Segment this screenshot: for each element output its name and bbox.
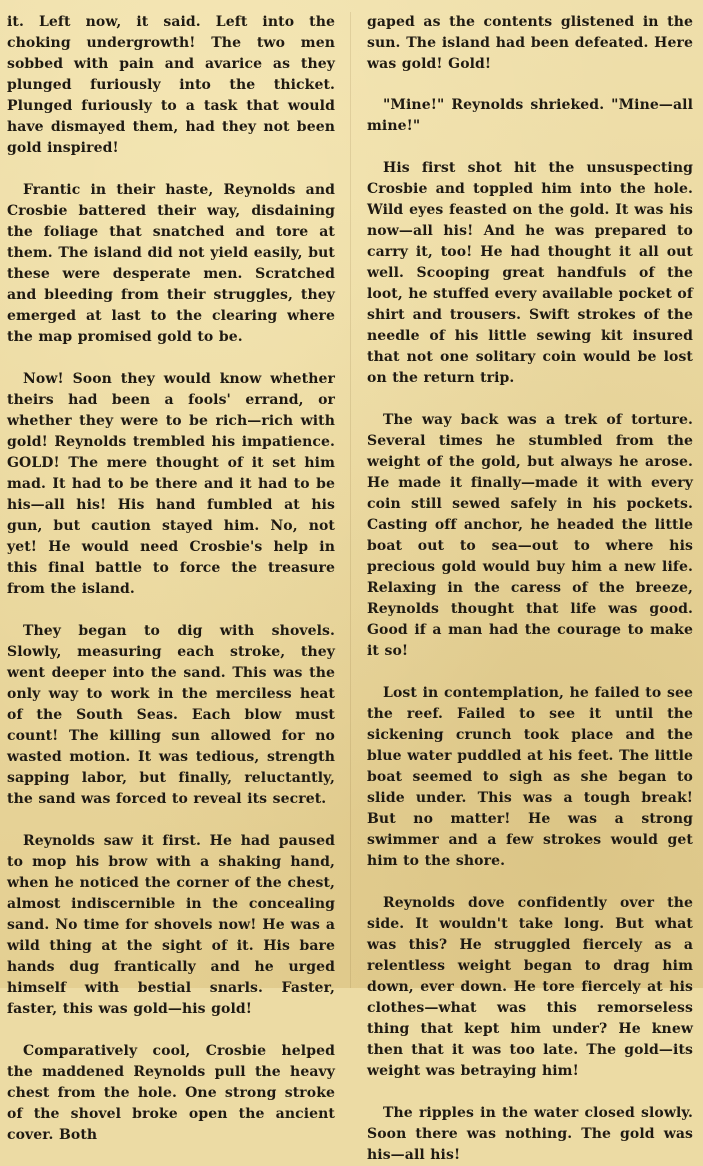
paragraph: His first shot hit the unsuspecting Crosbie and toppled him into the hole. Wild eyes feasted on the gold. It was his now—all his! And he was prepared to carry it, too! He had thought it all out well. Scooping great handfuls of the loot, he stuffed every available pocket of shirt and trousers. Swift strokes of the needle of his little sewing kit insured that not one solitary coin would be lost on the return trip. bbox=[367, 160, 693, 386]
paragraph: Comparatively cool, Crosbie helped the maddened Reynolds pull the heavy chest from the hole. One strong stroke of the shovel broke open the ancient cover. Both bbox=[7, 1043, 335, 1143]
paragraph: They began to dig with shovels. Slowly, measuring each stroke, they went deeper into the sand. This was the only way to work in the merciless heat of the South Seas. Each blow must count! The killing sun allowed for no wasted motion. It was tedious, strength sapping labor, but finally, reluctantly, the sand was forced to reveal its secret. bbox=[7, 623, 335, 807]
paragraph: The ripples in the water closed slowly. Soon there was nothing. The gold was his—all his! bbox=[367, 1105, 693, 1163]
paragraph: Reynolds dove confidently over the side. It wouldn't take long. But what was this? He struggled fiercely as a relentless weight began to drag him down, ever down. He tore fiercely at his clothes—what was this remorseless thing that kept him under? He knew then that it was too late. The gold—its weight was betraying him! bbox=[367, 895, 693, 1079]
paragraph: gaped as the contents glistened in the sun. The island had been defeated. Here was gold! Gold! bbox=[367, 14, 693, 72]
paragraph: Lost in contemplation, he failed to see the reef. Failed to see it until the sickening crunch took place and the blue water puddled at his feet. The little boat seemed to sigh as she began to slide under. This was a tough break! But no matter! He was a strong swimmer and a few strokes would get him to the shore. bbox=[367, 685, 693, 869]
paragraph: The way back was a trek of torture. Several times he stumbled from the weight of the gold, but always he arose. He made it finally—made it with every coin still sewed safely in his pockets. Casting off anchor, he headed the little boat out to sea—out to where his precious gold would buy him a new life. Relaxing in the caress of the breeze, Reynolds thought that life was good. Good if a man had the courage to make it so! bbox=[367, 412, 693, 659]
paragraph: "Mine!" Reynolds shrieked. "Mine—all mine!" bbox=[367, 97, 693, 134]
paragraph: Reynolds saw it first. He had paused to mop his brow with a shaking hand, when he noticed the corner of the chest, almost indiscernible in the concealing sand. No time for shovels now! He was a wild thing at the sight of it. His bare hands dug frantically and he urged himself with bestial snarls. Faster, faster, this was gold—his gold! bbox=[7, 833, 335, 1017]
left-column bbox=[7, 12, 339, 1143]
paragraph: Frantic in their haste, Reynolds and Crosbie battered their way, disdaining the foliage that snatched and tore at them. The island did not yield easily, but these were desperate men. Scratched and bleeding from their struggles, they emerged at last to the clearing where the map promised gold to be. bbox=[7, 182, 335, 345]
column-divider bbox=[350, 12, 351, 988]
paragraph: it. Left now, it said. Left into the choking undergrowth! The two men sobbed with pain and avarice as they plunged furiously into the thicket. Plunged furiously to a task that would have dismayed them, had they not been gold inspired! bbox=[7, 14, 335, 156]
right-column bbox=[361, 12, 693, 1163]
text-columns bbox=[7, 12, 693, 1163]
paragraph: Now! Soon they would know whether theirs had been a fools' errand, or whether they were to be rich—rich with gold! Reynolds trembled his impatience. GOLD! The mere thought of it set him mad. It had to be there and it had to be his—all his! His hand fumbled at his gun, but caution stayed him. No, not yet! He would need Crosbie's help in this final battle to force the treasure from the island. bbox=[7, 371, 335, 597]
